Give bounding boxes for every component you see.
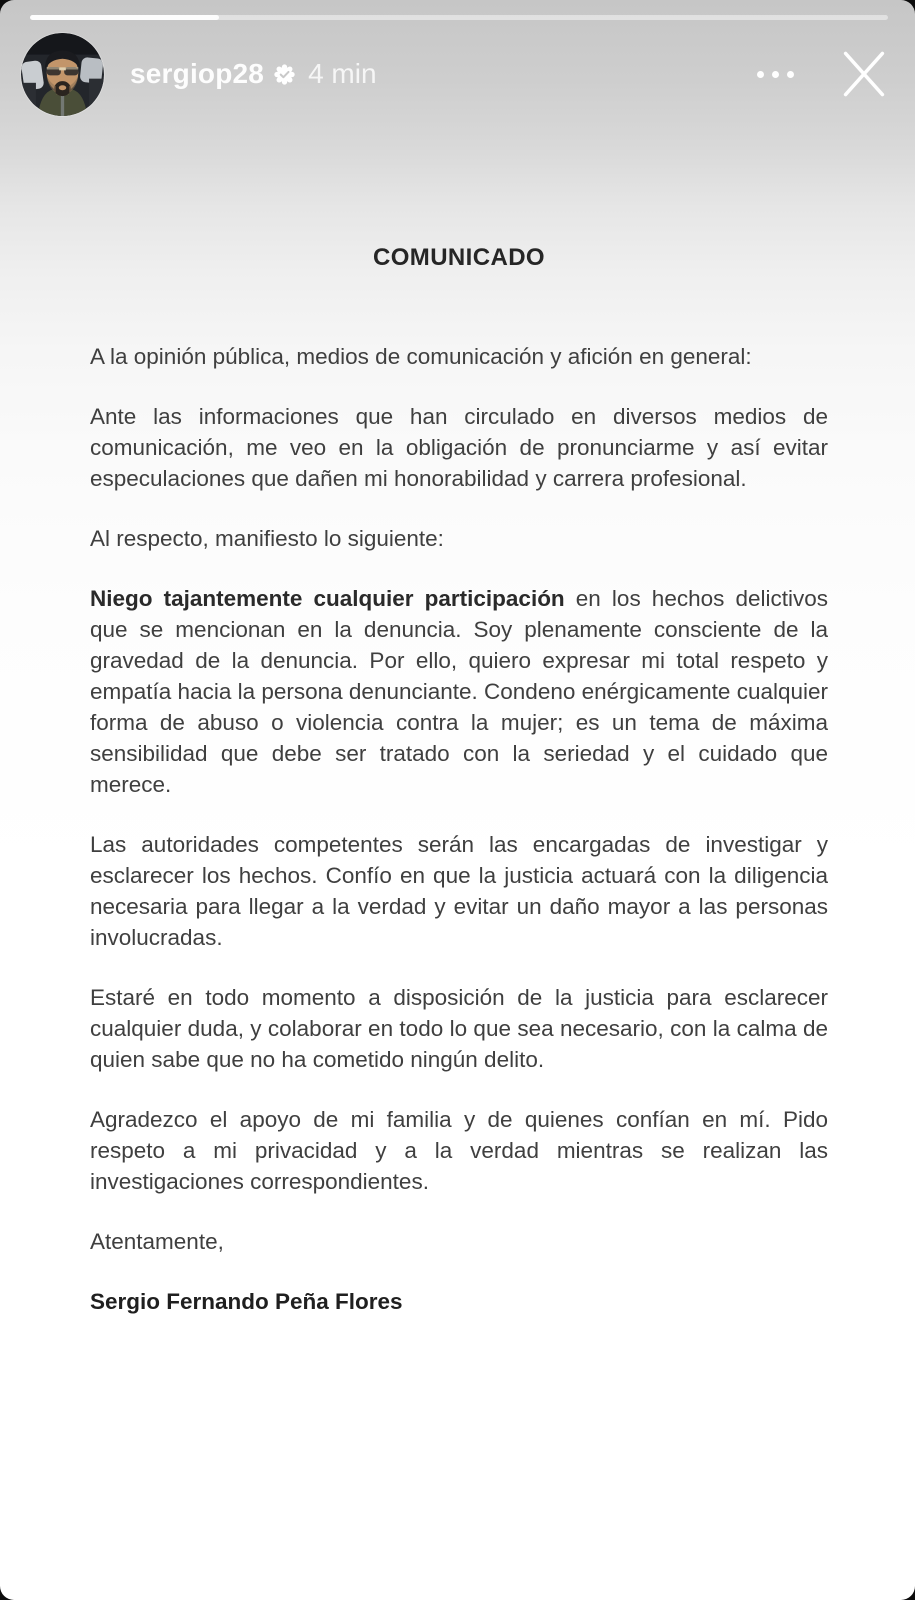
paragraph-text: en los hechos delictivos que se mencionan en la denuncia. Soy plenamente consciente de la gravedad de la denuncia. Por ello, quiero expresar mi total respeto y empatía hacia la persona denunciante. Condeno enérgicamente cualquier forma de abuso o violencia contra la mujer; es un tema de máxima sensibilidad que debe ser tratado con la seriedad y el cuidado que merece. bbox=[90, 586, 829, 797]
three-dots-icon bbox=[757, 71, 764, 78]
username[interactable]: sergiop28 bbox=[130, 58, 265, 89]
story-header bbox=[21, 32, 894, 116]
statement-document bbox=[90, 244, 828, 1346]
paragraph-text: Agradezco el apoyo de mi familia y de quienes confían en mí. Pido respeto a mi privacidad y a la verdad mientras se realizan las investigaciones correspondientes. bbox=[90, 1107, 828, 1194]
more-options-button[interactable] bbox=[747, 61, 804, 88]
avatar-photo-illustration bbox=[21, 33, 104, 116]
paragraph-text: A la opinión pública, medios de comunicación y afición en general: bbox=[90, 344, 752, 369]
paragraph bbox=[90, 829, 828, 953]
close-x-icon bbox=[838, 48, 890, 100]
story-progress-fill bbox=[30, 15, 219, 20]
signature-name: Sergio Fernando Peña Flores bbox=[90, 1289, 403, 1314]
paragraph-bold: Niego tajantemente cualquier participación bbox=[90, 586, 565, 611]
avatar[interactable] bbox=[21, 33, 104, 116]
verified-badge-icon bbox=[274, 64, 295, 85]
story-progress-bar bbox=[30, 15, 888, 20]
close-button[interactable] bbox=[834, 44, 894, 104]
paragraph bbox=[90, 341, 828, 372]
timestamp: 4 min bbox=[308, 58, 377, 89]
paragraph-text: Al respecto, manifiesto lo siguiente: bbox=[90, 526, 444, 551]
paragraph bbox=[90, 523, 828, 554]
paragraph-text: Las autoridades competentes serán las encargadas de investigar y esclarecer los hechos. Confío en que la justicia actuará con la diligencia necesaria para llegar a la verdad y evitar un daño mayor a las personas involucradas. bbox=[90, 832, 828, 950]
three-dots-icon bbox=[772, 71, 779, 78]
paragraph bbox=[90, 1104, 828, 1197]
signoff: Atentamente, bbox=[90, 1229, 224, 1254]
paragraph-text: Ante las informaciones que han circulado en diversos medios de comunicación, me veo en la obligación de pronunciarme y así evitar especulaciones que dañen mi honorabilidad y carrera profesional. bbox=[90, 404, 828, 491]
paragraph bbox=[90, 583, 828, 800]
paragraph bbox=[90, 401, 828, 494]
paragraph-text: Estaré en todo momento a disposición de la justicia para esclarecer cualquier duda, y colaborar en todo lo que sea necesario, con la calma de quien sabe que no ha cometido ningún delito. bbox=[90, 985, 828, 1072]
paragraph bbox=[90, 982, 828, 1075]
document-title: COMUNICADO bbox=[373, 244, 545, 271]
three-dots-icon bbox=[787, 71, 794, 78]
